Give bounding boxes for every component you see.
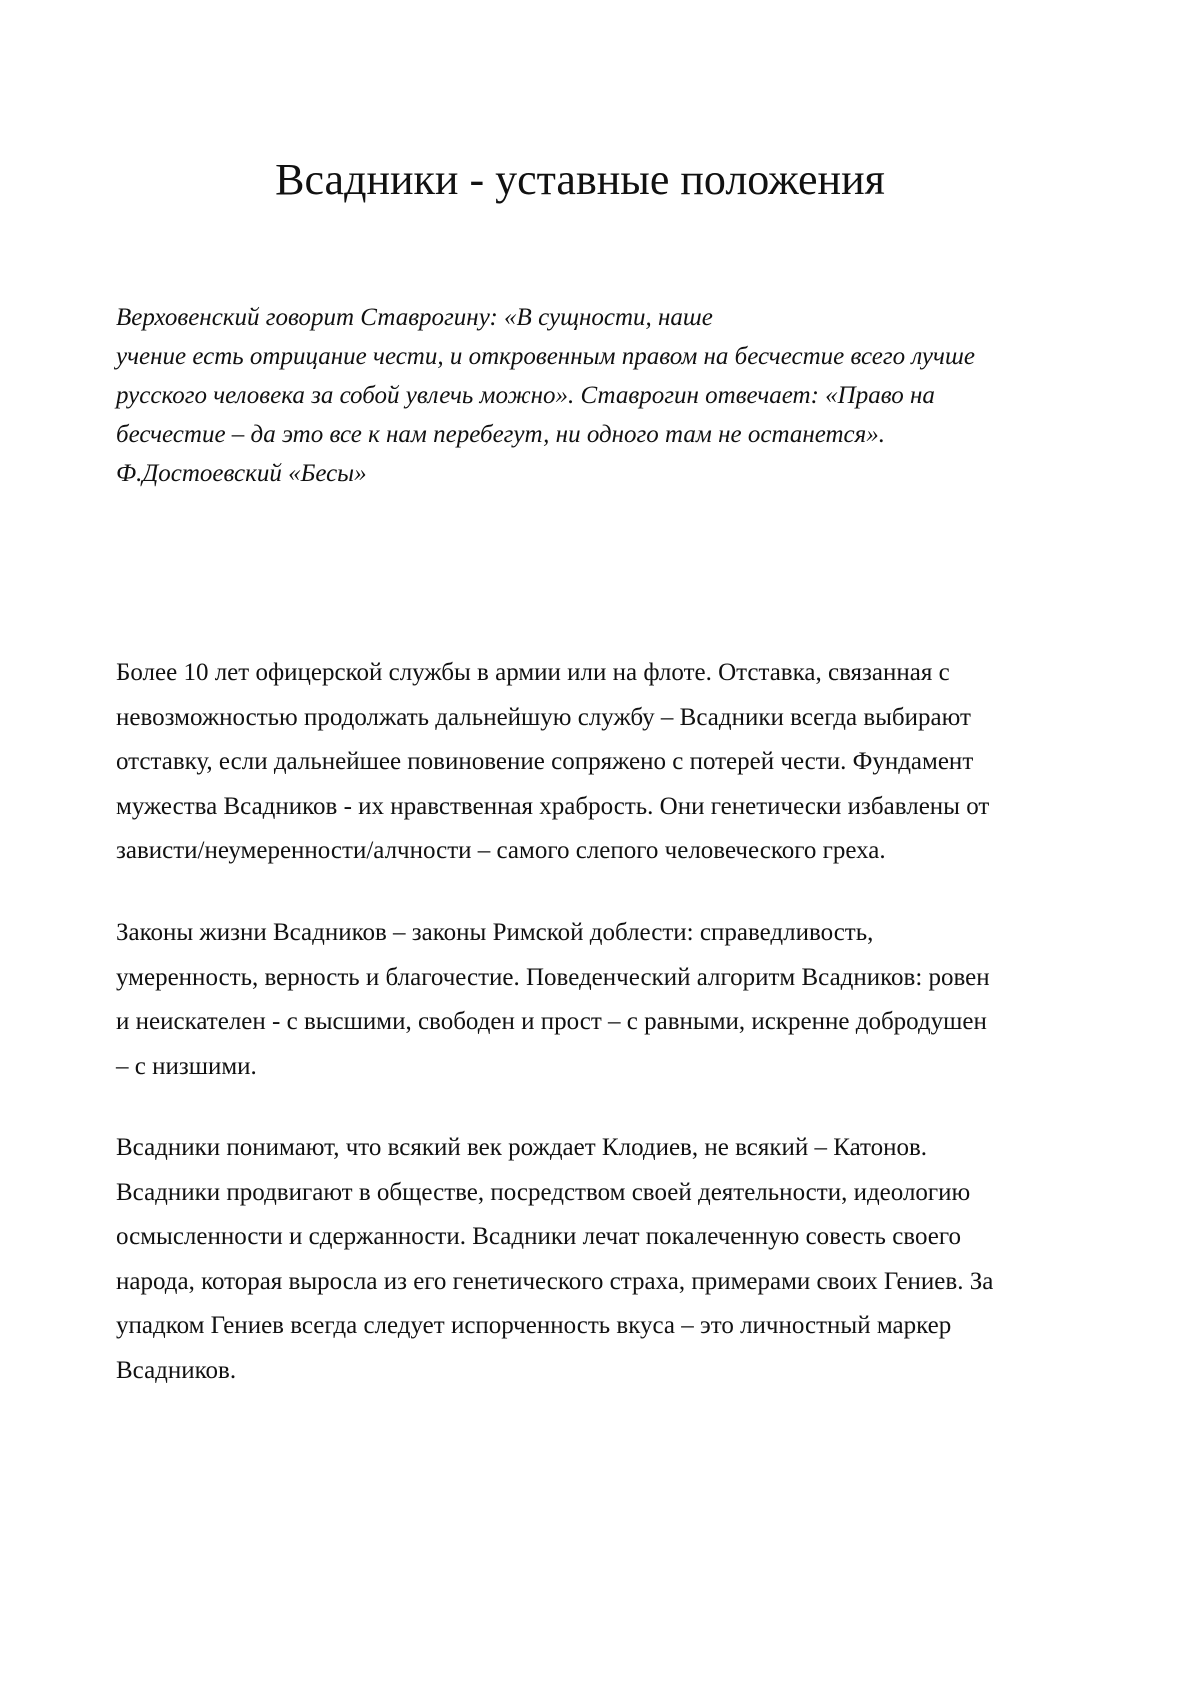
paragraph-line: осмысленности и сдержанности. Всадники лечат покалеченную совесть своего — [116, 1223, 961, 1250]
paragraph-line: и неискателен - с высшими, свободен и прост – с равными, искренне добродушен — [116, 1008, 987, 1035]
paragraph-line: невозможностью продолжать дальнейшую службу – Всадники всегда выбирают — [116, 703, 971, 731]
paragraph-line: упадком Гениев всегда следует испорченность вкуса – это личностный маркер — [116, 1312, 952, 1339]
epigraph-line: бесчестие – да это все к нам перебегут, ни одного там не останется». — [116, 421, 886, 448]
paragraph-line: – с низшими. — [116, 1052, 257, 1080]
paragraph-line: Законы жизни Всадников – законы Римской доблести: справедливость, — [116, 919, 874, 946]
paragraph-line: умеренность, верность и благочестие. Поведенческий алгоритм Всадников: ровен — [116, 963, 990, 991]
document-title: Всадники - уставные положения — [275, 155, 885, 204]
paragraph-line: Всадники понимают, что всякий век рождает Клодиев, не всякий – Катонов. — [116, 1134, 928, 1161]
paragraph-line: отставку, если дальнейшее повиновение сопряжено с потерей чести. Фундамент — [116, 748, 974, 775]
paragraph-line: зависти/неумеренности/алчности – самого слепого человеческого греха. — [116, 837, 886, 864]
epigraph-line: учение есть отрицание чести, и откровенным правом на бесчестие всего лучше — [116, 343, 975, 370]
paragraph-line: народа, которая выросла из его генетического страха, примерами своих Гениев. За — [116, 1267, 994, 1295]
body-paragraph-mission — [116, 1126, 1106, 1393]
paragraph-line: Всадники продвигают в обществе, посредством своей деятельности, идеологию — [116, 1178, 971, 1206]
paragraph-line: Всадников. — [116, 1356, 237, 1384]
body-paragraph-service — [116, 651, 1106, 874]
epigraph-attribution: Ф.Достоевский «Бесы» — [116, 460, 367, 487]
epigraph-quote — [116, 298, 1096, 493]
epigraph-line: Верховенский говорит Ставрогину: «В сущности, наше — [116, 304, 713, 331]
paragraph-line: Более 10 лет офицерской службы в армии или на флоте. Отставка, связанная с — [116, 659, 950, 686]
epigraph-line: русского человека за собой увлечь можно». Ставрогин отвечает: «Право на — [116, 382, 935, 409]
paragraph-line: мужества Всадников - их нравственная храбрость. Они генетически избавлены от — [116, 792, 990, 820]
body-paragraph-laws — [116, 911, 1106, 1089]
